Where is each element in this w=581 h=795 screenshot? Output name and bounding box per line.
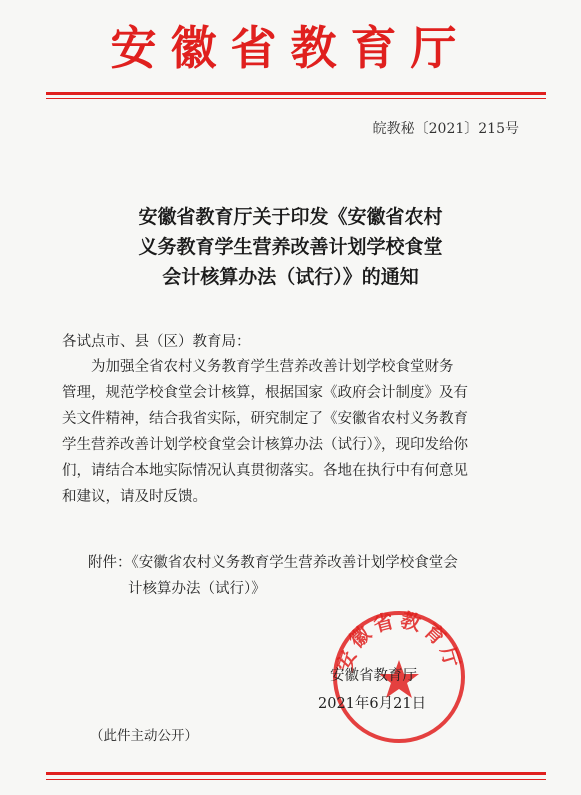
document-number: 皖教秘〔2021〕215号 — [372, 121, 519, 137]
header-red-rule-thick — [46, 92, 546, 95]
title-line: 安徽省教育厅关于印发《安徽省农村 — [138, 206, 443, 228]
document-title — [0, 202, 581, 292]
title-line: 会计核算办法（试行）》的通知 — [162, 266, 419, 288]
body-line: 管理，规范学校食堂会计核算，根据国家《政府会计制度》及有 — [62, 385, 468, 401]
attachment-line: 计核算办法（试行）》 — [128, 581, 266, 597]
signature-organization: 安徽省教育厅 — [330, 668, 417, 684]
body-line: 和建议，请及时反馈。 — [62, 489, 207, 505]
header-red-rule-thin — [46, 98, 546, 99]
body-line: 关文件精神，结合我省实际，研究制定了《安徽省农村义务教育 — [62, 411, 468, 427]
public-disclosure-note: （此件主动公开） — [90, 728, 198, 744]
signature-date: 2021年6月21日 — [318, 696, 427, 712]
footer-red-rule-thick — [46, 772, 546, 775]
attachment-note — [88, 550, 458, 602]
salutation: 各试点市、县（区）教育局： — [62, 334, 251, 350]
footer-red-rule-thin — [46, 779, 546, 780]
body-line: 学生营养改善计划学校食堂会计核算办法（试行）》，现印发给你 — [62, 437, 468, 453]
title-line: 义务教育学生营养改善计划学校食堂 — [138, 236, 443, 258]
masthead-title: 安徽省教育厅 — [110, 21, 471, 75]
body-line: 为加强全省农村义务教育学生营养改善计划学校食堂财务 — [91, 359, 454, 375]
body-line: 们，请结合本地实际情况认真贯彻落实。各地在执行中有何意见 — [62, 463, 468, 479]
seal-text: 安徽省教育厅 — [332, 608, 466, 674]
attachment-line: 附件：《安徽省农村义务教育学生营养改善计划学校食堂会 — [88, 555, 458, 571]
body-paragraph — [62, 354, 532, 510]
